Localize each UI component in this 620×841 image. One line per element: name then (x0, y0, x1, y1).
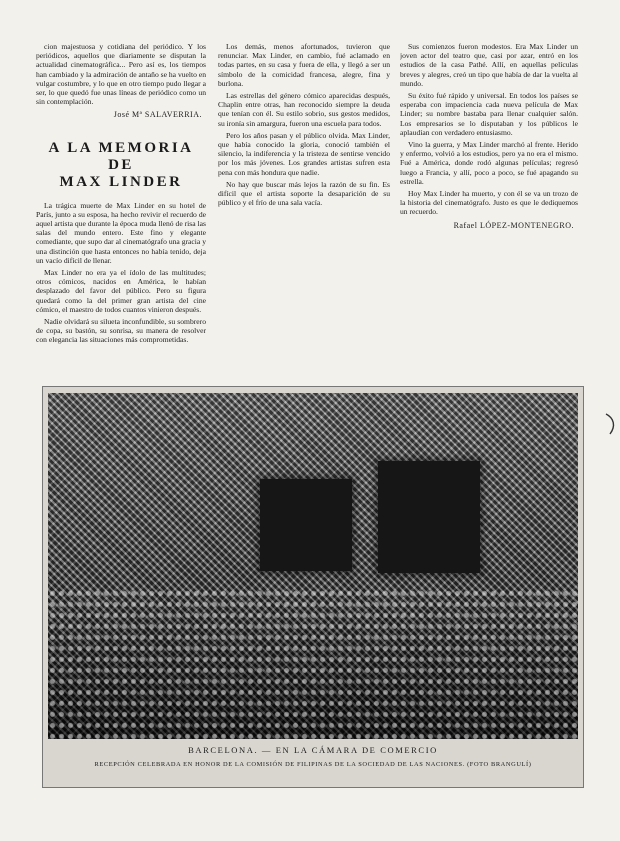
article-paragraph: No hay que buscar más lejos la razón de su fin. Es difícil que el artista soporte la desaparición de su público y el frío de una sala vacía. (218, 179, 390, 208)
article-paragraph: Nadie olvidará su silueta inconfundible, su sombrero de copa, su bastón, su sonrisa, su manera de resolver con elegancia las situaciones más comprometidas. (36, 317, 206, 345)
article-paragraph: Su éxito fué rápido y universal. En todos los países se esperaba con impaciencia cada nueva película de Max Linder; su nombre bastaba para llenar cualquier salón. Los empresarios se lo disputaban y los públicos le aplaudían con verdadero entusiasmo. (400, 91, 578, 137)
photo-caption-title: BARCELONA. — EN LA CÁMARA DE COMERCIO (188, 745, 438, 755)
page-curl-icon (602, 412, 618, 436)
article-paragraph: Sus comienzos fueron modestos. Era Max Linder un joven actor del teatro que, casi por azar, entró en los estudios de la casa Pathé. Allí, en aquellas películas breves y alegres, creó un tipo que había de dar la vuelta al mundo. (400, 42, 578, 88)
article-headline (36, 140, 206, 191)
article-paragraph: Pero los años pasan y el público olvida. Max Linder, que había conocido la gloria, conoció también el silencio, la indiferencia y la tristeza de sentirse vencido por los más jóvenes. Los grandes artistas sufren esta pena con más hondura que nadie. (218, 130, 390, 177)
photo-crowd (48, 589, 578, 739)
photo-frame (42, 386, 584, 788)
column-3 (400, 42, 578, 382)
intro-paragraph: cion majestuosa y cotidiana del periódico. Y los periódicos, aquellos que diariamente se disputan la actualidad cinematográfica... Pero así es, los tiempos han cambiado y la admiración de antaño se ha vuelto en vulgar costumbre, y lo que en otro tiempo pudo llegar a ser, lo que quedó fue unas líneas de periódico como un sin contemplación. (36, 42, 206, 107)
column-1 (36, 42, 206, 382)
signature-lopez-montenegro: Rafael LÓPEZ-MONTENEGRO. (453, 220, 574, 230)
photo-window-left (260, 479, 352, 571)
article-paragraph: Max Linder no era ya el ídolo de las multitudes; otros cómicos, nacidos en América, le habían desplazado del favor del público. Pero su figura quedará como la del primer gran artista del cine cómico, el maestro de todos cuantos vinieron después. (36, 268, 206, 314)
article-paragraph: Hoy Max Linder ha muerto, y con él se va un trozo de la historia del cinematógrafo. Justo es que le dediquemos un recuerdo. (400, 189, 578, 217)
headline-line-1: A LA MEMORIA DE (48, 139, 194, 173)
article-paragraph: Los demás, menos afortunados, tuvieron que renunciar. Max Linder, en cambio, fué aclamado en todas partes, en su casa y fuera de ella, y llegó a ser un símbolo de la comicidad francesa, alegre, fina y burlona. (218, 42, 390, 88)
photo-window-right (378, 461, 480, 573)
headline-line-2: MAX LINDER (59, 173, 183, 190)
article-paragraph: Las estrellas del género cómico aparecidas después, Chaplin entre otras, han reconocido siempre la deuda que tenían con él. Su estilo sobrio, sus gestos medidos, su ironía sin amargura, fueron una escuela para todos. (218, 91, 390, 128)
article-paragraph: Vino la guerra, y Max Linder marchó al frente. Herido y enfermo, volvió a los estudios, pero ya no era el mismo. Fué a América, donde rodó algunas películas; regresó luego a Francia, y allí, poco a poco, se fué apagando su estrella. (400, 140, 578, 186)
article-paragraph: La trágica muerte de Max Linder en su hotel de París, junto a su esposa, ha hecho revivir el recuerdo de aquel artista que durante la época muda llenó de risa las salas del mundo entero. Este fino y elegante comediante, que supo dar al cinematógrafo una gracia y una distinción que hasta entonces no había tenido, deja un vacío difícil de llenar. (36, 200, 206, 265)
signature-salaverria: José Mª SALAVERRIA. (113, 110, 202, 120)
photo-caption-subtitle: RECEPCIÓN CELEBRADA EN HONOR DE LA COMISIÓN DE FILIPINAS DE LA SOCIEDAD DE LAS NACIONES. (FOTO BRANGULÍ) (94, 761, 532, 768)
crowd-photograph (48, 393, 578, 739)
column-2 (218, 42, 390, 382)
